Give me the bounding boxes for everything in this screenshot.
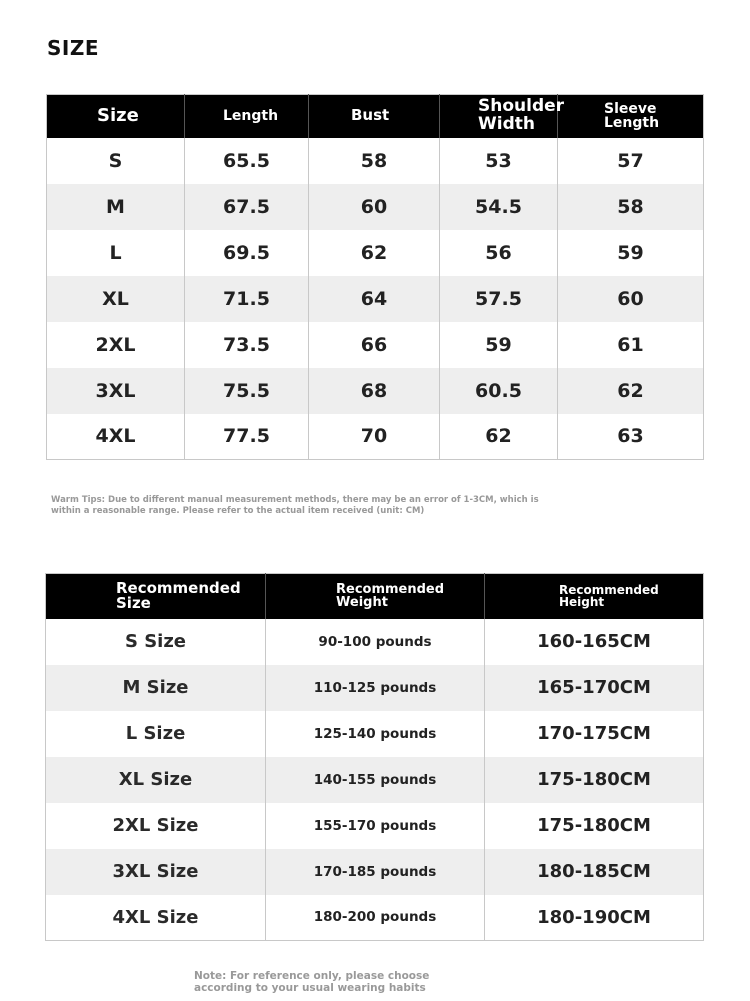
table-row <box>47 414 704 460</box>
table-row <box>46 895 704 941</box>
cell-recommended-size: S Size <box>124 631 187 652</box>
cell-length: 75.5 <box>185 368 309 414</box>
cell-recommended-height: 170-175CM <box>485 711 704 757</box>
cell-size: 4XL <box>95 425 136 448</box>
cell-recommended-height: 180-190CM <box>485 895 704 941</box>
table-row <box>47 276 704 322</box>
table-row <box>46 803 704 849</box>
table-row <box>46 757 704 803</box>
cell-sleeve: 60 <box>558 276 704 322</box>
table-row <box>47 184 704 230</box>
cell-recommended-weight: 180-200 pounds <box>266 895 485 941</box>
cell-shoulder: 53 <box>440 138 558 184</box>
recommendation-header-row <box>46 574 704 619</box>
cell-bust: 64 <box>309 276 440 322</box>
header-recommended-size: Recommended Size <box>46 574 266 619</box>
cell-recommended-size: XL Size <box>46 757 266 803</box>
header-size: Size <box>47 95 185 138</box>
table-row <box>46 665 704 711</box>
cell-recommended-weight: 125-140 pounds <box>266 711 485 757</box>
cell-length: 65.5 <box>185 138 309 184</box>
cell-sleeve: 62 <box>558 368 704 414</box>
table-row <box>47 230 704 276</box>
cell-shoulder: 62 <box>440 414 558 460</box>
cell-shoulder: 56 <box>440 230 558 276</box>
cell-bust: 62 <box>309 230 440 276</box>
cell-bust: 70 <box>309 414 440 460</box>
cell-size: S <box>108 149 123 172</box>
cell-size: M <box>47 184 185 230</box>
cell-recommended-weight: 155-170 pounds <box>266 803 485 849</box>
cell-length: 67.5 <box>185 184 309 230</box>
cell-recommended-height: 175-180CM <box>485 757 704 803</box>
cell-recommended-size: L Size <box>125 723 186 744</box>
cell-length: 71.5 <box>185 276 309 322</box>
cell-recommended-size: 2XL Size <box>112 815 199 836</box>
cell-bust: 66 <box>309 322 440 368</box>
cell-sleeve: 63 <box>558 414 704 460</box>
cell-recommended-size: M Size <box>46 665 266 711</box>
header-sleeve-length: Sleeve Length <box>558 95 704 138</box>
table-row <box>46 619 704 665</box>
cell-size: L <box>109 241 122 264</box>
cell-sleeve: 61 <box>558 322 704 368</box>
header-recommended-height: Recommended Height <box>485 574 704 619</box>
cell-recommended-weight: 140-155 pounds <box>266 757 485 803</box>
cell-sleeve: 57 <box>558 138 704 184</box>
reference-note: Note: For reference only, please choose according to your usual wearing habits <box>194 970 430 994</box>
header-recommended-weight: Recommended Weight <box>266 574 485 619</box>
cell-recommended-height: 180-185CM <box>485 849 704 895</box>
cell-shoulder: 57.5 <box>440 276 558 322</box>
cell-recommended-weight: 90-100 pounds <box>266 619 485 665</box>
cell-size: 2XL <box>95 333 136 356</box>
cell-recommended-height: 165-170CM <box>485 665 704 711</box>
size-chart-header-row <box>47 95 704 138</box>
table-row <box>47 138 704 184</box>
cell-recommended-size: 3XL Size <box>46 849 266 895</box>
cell-size: 3XL <box>47 368 185 414</box>
header-shoulder-width: Shoulder Width <box>440 95 558 138</box>
cell-recommended-size: 4XL Size <box>112 906 199 928</box>
cell-bust: 58 <box>309 138 440 184</box>
cell-length: 69.5 <box>185 230 309 276</box>
table-row <box>46 711 704 757</box>
header-bust: Bust <box>309 95 440 138</box>
cell-bust: 60 <box>309 184 440 230</box>
cell-length: 73.5 <box>185 322 309 368</box>
cell-shoulder: 54.5 <box>440 184 558 230</box>
recommendation-table <box>45 573 704 941</box>
cell-bust: 68 <box>309 368 440 414</box>
table-row <box>47 368 704 414</box>
cell-shoulder: 60.5 <box>440 368 558 414</box>
table-row <box>46 849 704 895</box>
cell-size: XL <box>47 276 185 322</box>
cell-recommended-weight: 110-125 pounds <box>266 665 485 711</box>
cell-recommended-height: 160-165CM <box>485 619 704 665</box>
cell-sleeve: 58 <box>558 184 704 230</box>
cell-recommended-weight: 170-185 pounds <box>266 849 485 895</box>
cell-recommended-height: 175-180CM <box>485 803 704 849</box>
size-chart-title: SIZE <box>47 36 100 60</box>
cell-shoulder: 59 <box>440 322 558 368</box>
warm-tips: Warm Tips: Due to different manual measurement methods, there may be an error of 1-3CM, which is within a reasonable range. Please refer to the actual item received (unit: CM) <box>51 495 539 516</box>
size-chart-table <box>46 94 704 460</box>
cell-length: 77.5 <box>185 414 309 460</box>
cell-sleeve: 59 <box>558 230 704 276</box>
header-length: Length <box>185 95 309 138</box>
table-row <box>47 322 704 368</box>
